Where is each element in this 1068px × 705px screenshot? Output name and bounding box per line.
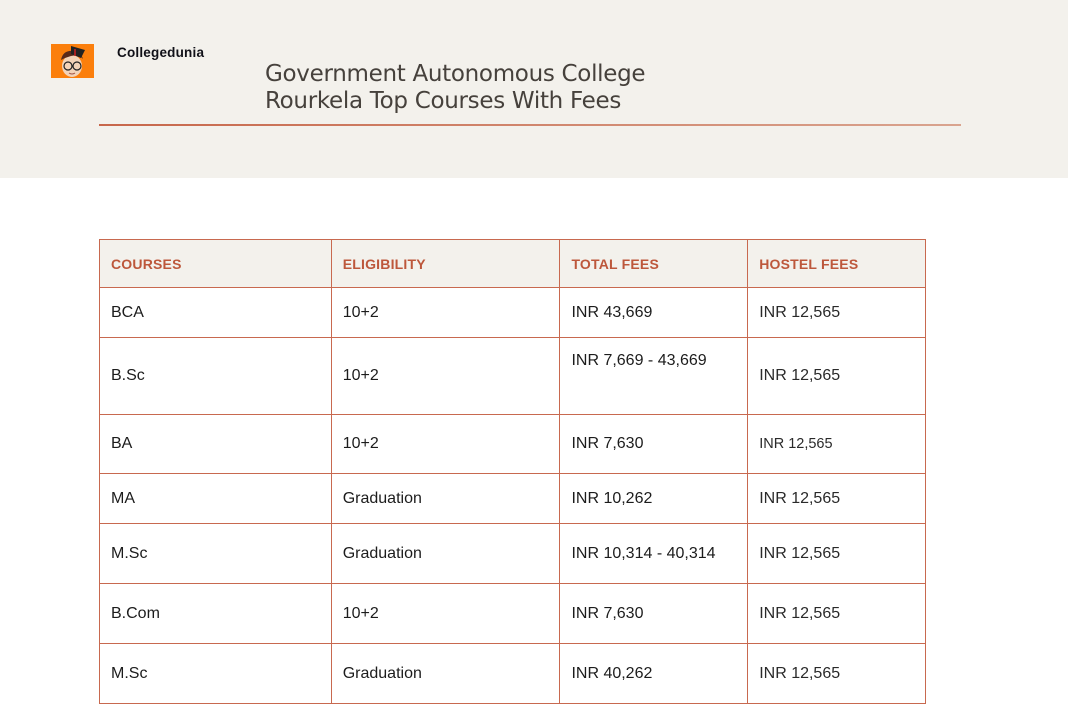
total-fees-cell: INR 10,262 — [560, 474, 748, 524]
hostel-fees-cell: INR 12,565 — [748, 584, 926, 644]
total-fees-cell: INR 40,262 — [560, 644, 748, 704]
eligibility-cell: 10+2 — [331, 288, 560, 338]
table-row — [100, 415, 926, 474]
course-cell: M.Sc — [100, 524, 332, 584]
course-cell: M.Sc — [100, 644, 332, 704]
eligibility-cell: 10+2 — [331, 338, 560, 415]
course-cell: B.Sc — [100, 338, 332, 415]
total-fees-cell: INR 7,630 — [560, 415, 748, 474]
column-header-eligibility: ELIGIBILITY — [331, 240, 560, 288]
column-header-hostel-fees: HOSTEL FEES — [748, 240, 926, 288]
title-divider — [99, 124, 961, 126]
total-fees-cell: INR 10,314 - 40,314 — [560, 524, 748, 584]
eligibility-cell: 10+2 — [331, 415, 560, 474]
hostel-fees-cell: INR 12,565 — [748, 415, 926, 474]
course-cell: BCA — [100, 288, 332, 338]
student-avatar-icon — [51, 44, 94, 78]
hostel-fees-cell: INR 12,565 — [748, 474, 926, 524]
eligibility-cell: 10+2 — [331, 584, 560, 644]
page-title — [265, 61, 865, 115]
column-header-total-fees: TOTAL FEES — [560, 240, 748, 288]
total-fees-cell: INR 7,630 — [560, 584, 748, 644]
page-title-line-2: Rourkela Top Courses With Fees — [265, 88, 622, 114]
course-cell: BA — [100, 415, 332, 474]
course-cell: MA — [100, 474, 332, 524]
hostel-fees-cell: INR 12,565 — [748, 524, 926, 584]
table-header-row — [100, 240, 926, 288]
eligibility-cell: Graduation — [331, 644, 560, 704]
column-header-courses: COURSES — [100, 240, 332, 288]
table-row — [100, 338, 926, 415]
hostel-fees-cell: INR 12,565 — [748, 288, 926, 338]
eligibility-cell: Graduation — [331, 524, 560, 584]
hostel-fees-cell: INR 12,565 — [748, 644, 926, 704]
eligibility-cell: Graduation — [331, 474, 560, 524]
courses-fees-table — [99, 239, 926, 704]
page-header — [0, 0, 1068, 178]
hostel-fees-cell: INR 12,565 — [748, 338, 926, 415]
table-row — [100, 524, 926, 584]
table-row — [100, 584, 926, 644]
page-title-line-1: Government Autonomous College — [265, 61, 646, 87]
table-row — [100, 474, 926, 524]
table-row — [100, 644, 926, 704]
course-cell: B.Com — [100, 584, 332, 644]
table-row — [100, 288, 926, 338]
brand-name: Collegedunia — [117, 45, 205, 60]
total-fees-cell: INR 43,669 — [560, 288, 748, 338]
total-fees-cell: INR 7,669 - 43,669 — [560, 338, 748, 415]
